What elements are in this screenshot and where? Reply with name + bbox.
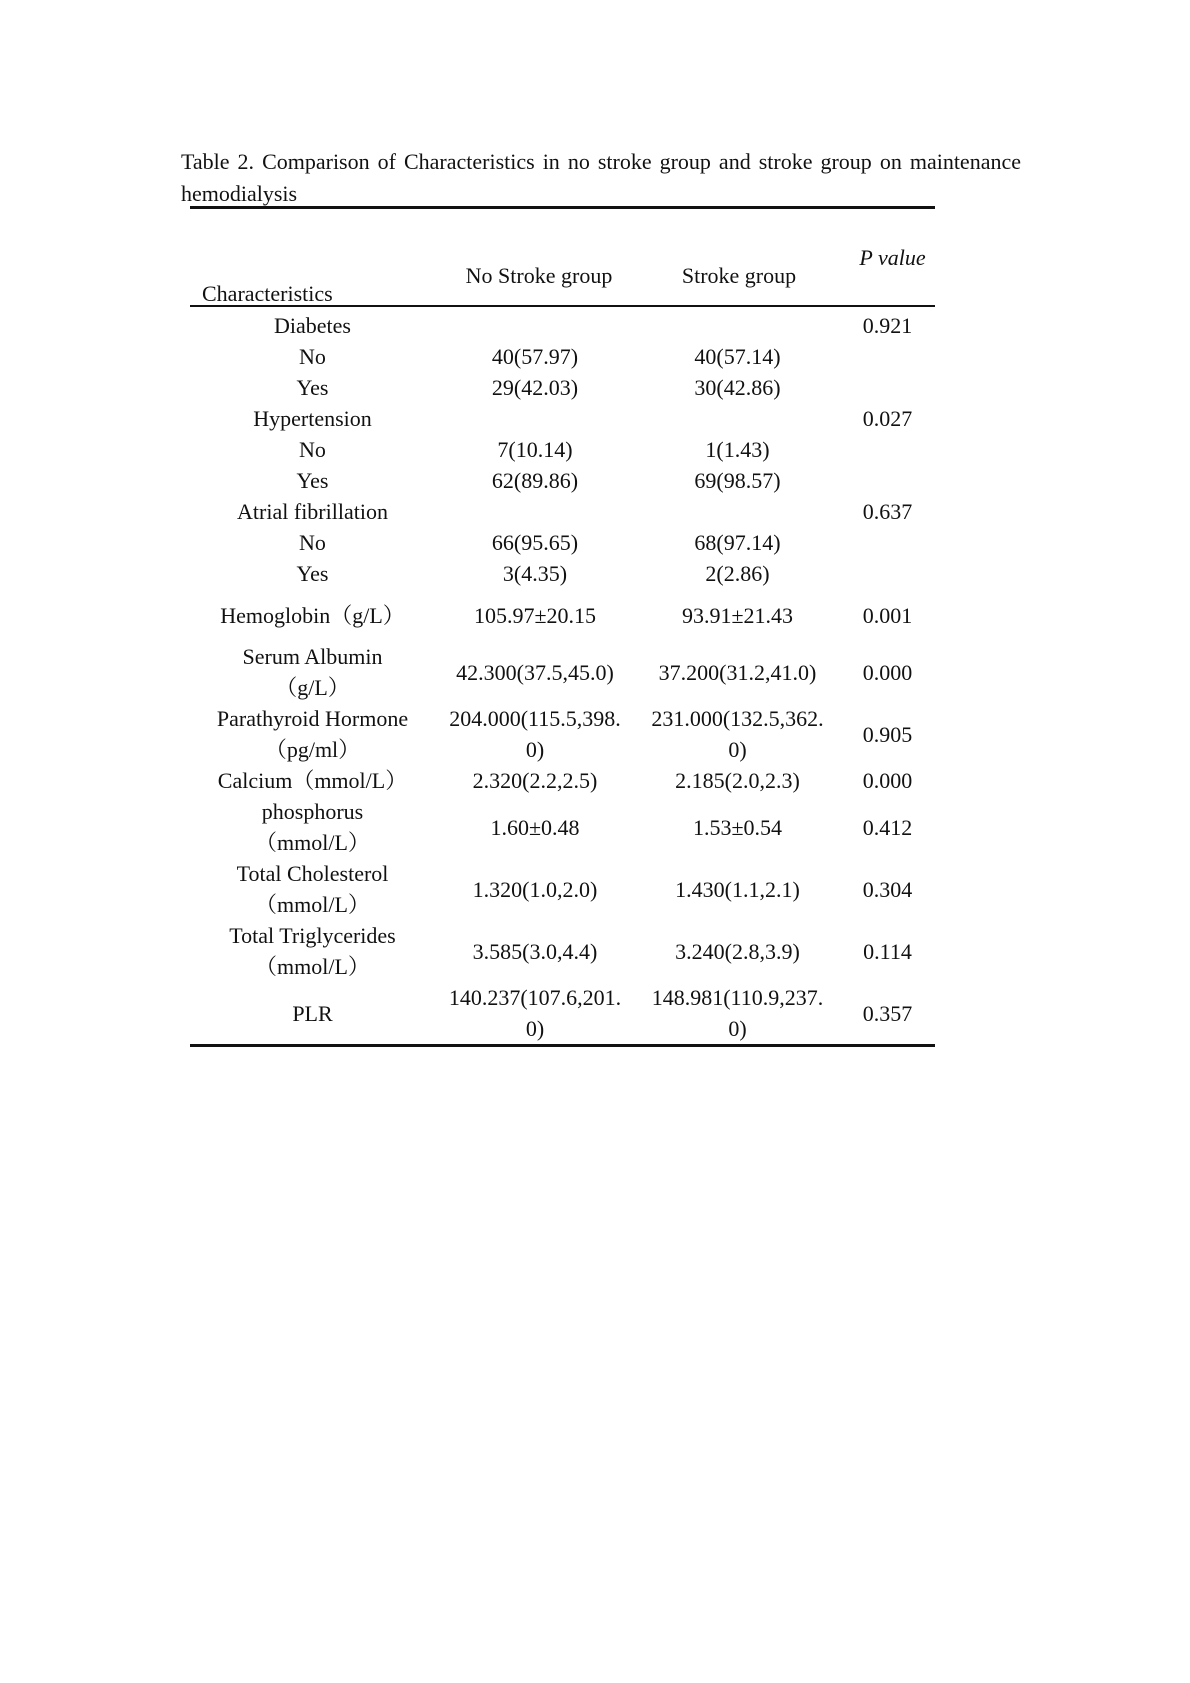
table-bottom-rule xyxy=(190,1044,935,1047)
row-label: Yes xyxy=(296,468,329,493)
stroke-value: 2.185(2.0,2.3) xyxy=(675,768,800,793)
table-row xyxy=(190,858,935,920)
p-value: 0.637 xyxy=(862,499,913,524)
stroke-value: 1.53±0.54 xyxy=(692,814,783,840)
table-row xyxy=(190,527,935,558)
row-label: Yes xyxy=(296,375,329,400)
stroke-value: 3.240(2.8,3.9) xyxy=(675,938,800,964)
p-value: 0.027 xyxy=(862,406,913,431)
no-stroke-value: 105.97±20.15 xyxy=(473,602,597,628)
stroke-value: 37.200(31.2,41.0) xyxy=(658,659,817,685)
no-stroke-value: 62(89.86) xyxy=(491,468,579,493)
p-value: 0.412 xyxy=(862,814,913,840)
no-stroke-value: 40(57.97) xyxy=(491,344,579,369)
no-stroke-value: 29(42.03) xyxy=(491,375,579,400)
header-p-value: P value xyxy=(859,245,926,270)
no-stroke-value: 1.60±0.48 xyxy=(490,814,580,840)
table-header xyxy=(190,209,935,305)
header-no-stroke-group: No Stroke group xyxy=(465,263,613,288)
p-value: 0.921 xyxy=(862,313,913,338)
p-value: 0.905 xyxy=(862,721,913,747)
stroke-value: 69(98.57) xyxy=(694,468,781,493)
p-value: 0.001 xyxy=(862,602,913,628)
table-row xyxy=(190,372,935,403)
stroke-value: 30(42.86) xyxy=(694,375,781,400)
table-row xyxy=(190,465,935,496)
row-label: Total Cholesterol（mmol/L） xyxy=(236,861,389,917)
row-label: Yes xyxy=(296,561,329,586)
p-value: 0.304 xyxy=(862,876,913,902)
header-characteristics: Characteristics xyxy=(202,281,333,306)
p-value: 0.114 xyxy=(863,938,912,964)
p-value: 0.000 xyxy=(862,768,913,793)
table-caption: Table 2. Comparison of Characteristics in no stroke group and stroke group on maintenance hemodialysis xyxy=(181,149,1021,206)
no-stroke-value: 140.237(107.6,201.0) xyxy=(448,985,622,1041)
row-label: Parathyroid Hormone（pg/ml） xyxy=(216,706,409,762)
stroke-value: 40(57.14) xyxy=(694,344,781,369)
row-label: No xyxy=(299,437,326,462)
p-value: 0.000 xyxy=(862,659,913,685)
no-stroke-value: 7(10.14) xyxy=(497,437,573,462)
table-row xyxy=(190,434,935,465)
no-stroke-value: 42.300(37.5,45.0) xyxy=(456,659,614,685)
characteristics-table xyxy=(190,206,935,1047)
stroke-value: 93.91±21.43 xyxy=(681,602,794,628)
no-stroke-value: 3.585(3.0,4.4) xyxy=(472,938,598,964)
table-row xyxy=(190,765,935,796)
header-stroke-group: Stroke group xyxy=(681,263,797,288)
table-row xyxy=(190,641,935,703)
row-label: Atrial fibrillation xyxy=(237,499,388,524)
table-row xyxy=(190,558,935,589)
no-stroke-value: 3(4.35) xyxy=(502,561,568,586)
no-stroke-value: 1.320(1.0,2.0) xyxy=(472,876,598,902)
no-stroke-value: 204.000(115.5,398.0) xyxy=(449,706,621,762)
stroke-value: 148.981(110.9,237.0) xyxy=(651,985,824,1041)
table-row xyxy=(190,310,935,341)
row-label: Calcium（mmol/L） xyxy=(217,768,408,793)
table-row xyxy=(190,496,935,527)
stroke-value: 2(2.86) xyxy=(705,561,770,586)
row-label: No xyxy=(299,530,326,555)
table-row xyxy=(190,403,935,434)
stroke-value: 1(1.43) xyxy=(705,437,770,462)
table-row xyxy=(190,341,935,372)
table-row xyxy=(190,796,935,858)
table-row xyxy=(190,920,935,982)
row-label: phosphorus（mmol/L） xyxy=(255,799,370,855)
row-label: Diabetes xyxy=(274,313,351,338)
row-label: Hemoglobin（g/L） xyxy=(220,602,405,628)
row-label: Serum Albumin（g/L） xyxy=(242,644,383,700)
row-label: Total Triglycerides（mmol/L） xyxy=(229,923,396,979)
no-stroke-value: 2.320(2.2,2.5) xyxy=(472,768,598,793)
stroke-value: 1.430(1.1,2.1) xyxy=(675,876,800,902)
table-row xyxy=(190,703,935,765)
stroke-value: 68(97.14) xyxy=(694,530,781,555)
stroke-value: 231.000(132.5,362.0) xyxy=(651,706,824,762)
no-stroke-value: 66(95.65) xyxy=(491,530,579,555)
row-label: No xyxy=(299,344,326,369)
row-label: PLR xyxy=(292,1000,333,1026)
p-value: 0.357 xyxy=(862,1000,913,1026)
row-label: Hypertension xyxy=(253,406,372,431)
table-row xyxy=(190,982,935,1044)
table-row xyxy=(190,589,935,641)
